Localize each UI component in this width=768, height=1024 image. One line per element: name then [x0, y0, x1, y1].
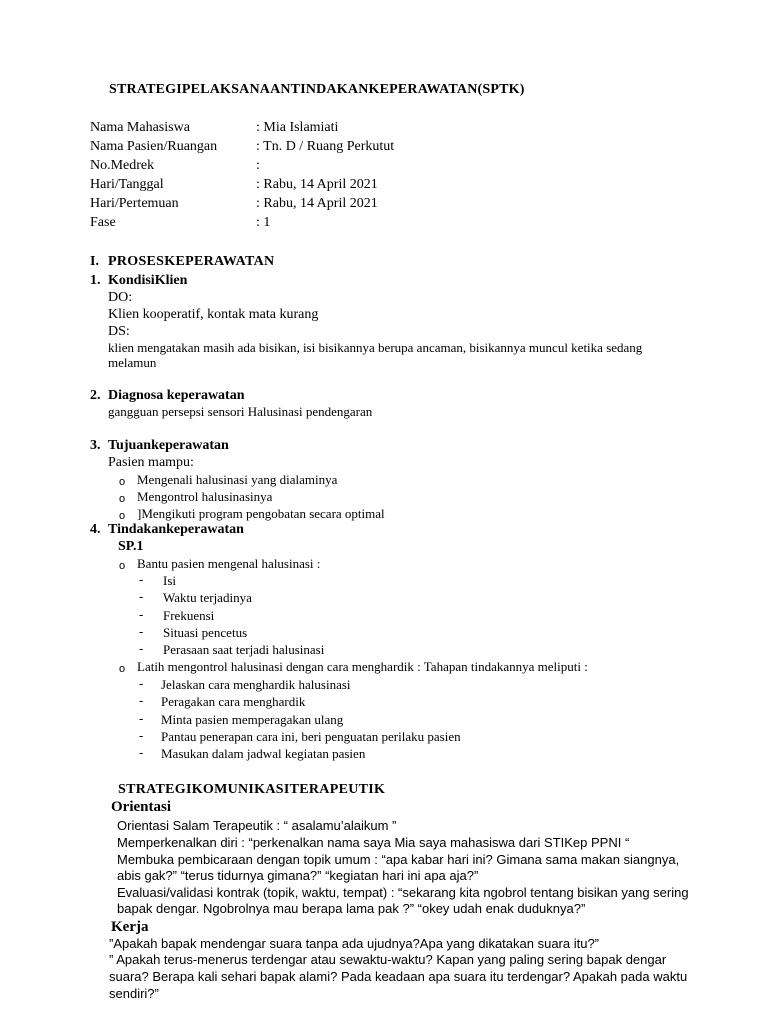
tindakan-2-sub-1: Jelaskan cara menghardik halusinasi	[161, 677, 351, 692]
tindakan-1-dash-2: -	[139, 589, 144, 604]
diagnosa-heading: Diagnosa keperawatan	[108, 388, 245, 403]
identity-value-nama-mahasiswa: : Mia Islamiati	[256, 120, 339, 135]
tindakan-heading: Tindakankeperawatan	[108, 522, 244, 537]
tindakan-1-sub-4: Situasi pencetus	[163, 625, 248, 640]
tindakan-2-dash-3: -	[139, 711, 144, 726]
tujuan-number: 3.	[90, 438, 101, 453]
identity-label-fase: Fase	[90, 215, 116, 230]
orientasi-line-1: Orientasi Salam Terapeutik : “ asalamu’alaikum ”	[117, 818, 397, 833]
kondisi-heading: KondisiKlien	[108, 273, 188, 288]
tindakan-1-dash-4: -	[139, 624, 144, 639]
tujuan-bullet-2: o	[119, 493, 126, 505]
tindakan-item-2: Latih mengontrol halusinasi dengan cara menghardik : Tahapan tindakannya meliputi :	[137, 659, 588, 674]
orientasi-line-3: Membuka pembicaraan dengan topik umum : “apa kabar hari ini? Gimana sama makan siangnya,	[117, 852, 680, 867]
kerja-line-2: ” Apakah terus-menerus terdengar atau sewaktu-waktu? Kapan yang paling sering bapak dengar	[109, 952, 667, 967]
identity-label-nama-pasien: Nama Pasien/Ruangan	[90, 139, 218, 154]
tujuan-intro: Pasien mampu:	[108, 455, 194, 470]
document-title: STRATEGIPELAKSANAANTINDAKANKEPERAWATAN(SPTK)	[109, 82, 525, 97]
tujuan-bullet-1: o	[119, 476, 126, 488]
identity-value-nama-pasien: : Tn. D / Ruang Perkutut	[256, 139, 395, 154]
kondisi-do-text: Klien kooperatif, kontak mata kurang	[108, 307, 319, 322]
tindakan-2-dash-4: -	[139, 728, 144, 743]
orientasi-line-4: abis gak?” “terus tidurnya gimana?” “kegiatan hari ini apa aja?”	[117, 868, 479, 883]
kondisi-do-label: DO:	[108, 290, 133, 305]
tindakan-2-dash-2: -	[139, 693, 144, 708]
orientasi-heading: Orientasi	[111, 799, 171, 815]
tindakan-1-dash-5: -	[139, 641, 144, 656]
identity-value-no-medrek: :	[256, 158, 260, 173]
tindakan-1-dash-1: -	[139, 572, 144, 587]
kondisi-ds-text-line2: melamun	[108, 355, 157, 370]
tindakan-1-sub-3: Frekuensi	[163, 608, 215, 623]
tujuan-item-2: Mengontrol halusinasinya	[137, 489, 273, 504]
tujuan-item-1: Mengenali halusinasi yang dialaminya	[137, 472, 338, 487]
identity-value-hari-pertemuan: : Rabu, 14 April 2021	[256, 196, 378, 211]
identity-label-nama-mahasiswa: Nama Mahasiswa	[90, 120, 190, 135]
kondisi-ds-text-line1: klien mengatakan masih ada bisikan, isi bisikannya berupa ancaman, bisikannya muncul ketika sedang	[108, 340, 643, 355]
tindakan-sp: SP.1	[118, 539, 144, 554]
tindakan-1-sub-5: Perasaan saat terjadi halusinasi	[163, 642, 325, 657]
identity-label-no-medrek: No.Medrek	[90, 158, 155, 173]
section-1-heading: PROSESKEPERAWATAN	[108, 254, 275, 269]
kerja-heading: Kerja	[111, 919, 149, 935]
kondisi-number: 1.	[90, 273, 101, 288]
tindakan-2-sub-5: Masukan dalam jadwal kegiatan pasien	[161, 746, 366, 761]
tindakan-bullet-1: o	[119, 560, 126, 572]
tindakan-1-dash-3: -	[139, 607, 144, 622]
diagnosa-text: gangguan persepsi sensori Halusinasi pendengaran	[108, 404, 373, 419]
kondisi-ds-label: DS:	[108, 324, 130, 339]
tujuan-bullet-3: o	[119, 510, 126, 522]
tindakan-2-sub-2: Peragakan cara menghardik	[161, 694, 306, 709]
tindakan-1-sub-1: Isi	[163, 573, 176, 588]
orientasi-line-2: Memperkenalkan diri : “perkenalkan nama saya Mia saya mahasiswa dari STIKep PPNI “	[117, 835, 630, 850]
orientasi-line-6: bapak dengar. Ngobrolnya mau berapa lama pak ?” “okey udah enak duduknya?”	[117, 901, 586, 916]
diagnosa-number: 2.	[90, 388, 101, 403]
komunikasi-heading: STRATEGIKOMUNIKASITERAPEUTIK	[118, 782, 386, 797]
tindakan-number: 4.	[90, 522, 101, 537]
identity-label-hari-pertemuan: Hari/Pertemuan	[90, 196, 179, 211]
tindakan-item-1: Bantu pasien mengenal halusinasi :	[137, 556, 321, 571]
tujuan-heading: Tujuankeperawatan	[108, 438, 229, 453]
section-1-number: I.	[90, 254, 99, 269]
identity-value-fase: : 1	[256, 215, 271, 230]
tindakan-1-sub-2: Waktu terjadinya	[163, 590, 252, 605]
tindakan-2-sub-3: Minta pasien memperagakan ulang	[161, 712, 344, 727]
kerja-line-1: ”Apakah bapak mendengar suara tanpa ada ujudnya?Apa yang dikatakan suara itu?”	[109, 936, 600, 951]
tujuan-item-3: ]Mengikuti program pengobatan secara optimal	[137, 506, 385, 521]
orientasi-line-5: Evaluasi/validasi kontrak (topik, waktu, tempat) : “sekarang kita ngobrol tentang bisikan yang sering	[117, 885, 689, 900]
kerja-line-4: sendiri?”	[109, 986, 159, 1001]
tindakan-bullet-2: o	[119, 663, 126, 675]
tindakan-2-dash-1: -	[139, 676, 144, 691]
identity-value-hari-tanggal: : Rabu, 14 April 2021	[256, 177, 378, 192]
tindakan-2-sub-4: Pantau penerapan cara ini, beri penguatan perilaku pasien	[161, 729, 461, 744]
identity-label-hari-tanggal: Hari/Tanggal	[90, 177, 164, 192]
tindakan-2-dash-5: -	[139, 745, 144, 760]
kerja-line-3: suara? Berapa kali sehari bapak alami? Pada keadaan apa suara itu terdengar? Apakah pada waktu	[109, 969, 688, 984]
